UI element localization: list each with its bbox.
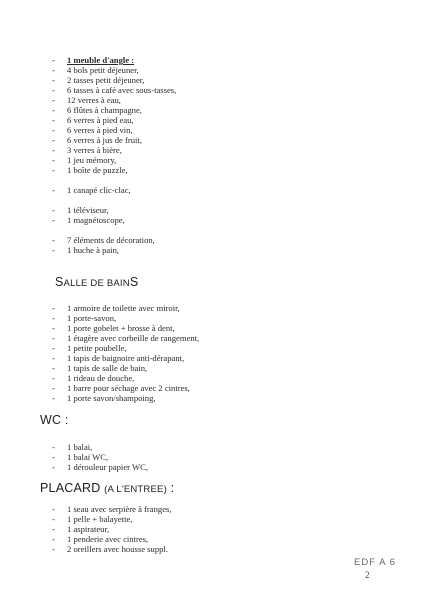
list-item: - 1 téléviseur, bbox=[52, 205, 109, 215]
section-title-meuble: 1 meuble d'angle : bbox=[67, 55, 135, 65]
list-item: - 2 oreillers avec housse suppl. bbox=[52, 544, 168, 554]
list-item: - 1 jeu mémory, bbox=[52, 155, 117, 165]
wc-list bbox=[52, 442, 148, 472]
list-item: - 1 armoire de toilette avec miroir, bbox=[52, 303, 180, 313]
living-list bbox=[52, 55, 176, 255]
list-item: - 1 balai, bbox=[52, 442, 93, 452]
bathroom-list bbox=[52, 303, 199, 403]
list-item: - 2 tasses petit déjeuner, bbox=[52, 75, 145, 85]
list-item: - 1 barre pour séchage avec 2 cintres, bbox=[52, 383, 190, 393]
list-gap bbox=[52, 225, 176, 235]
list-item: - 6 verres à pied vin, bbox=[52, 125, 133, 135]
list-item: - 4 bols petit déjeuner, bbox=[52, 65, 139, 75]
list-item: - 6 verres à jus de fruit, bbox=[52, 135, 142, 145]
list-item: - 1 porte-savon, bbox=[52, 313, 117, 323]
list-gap bbox=[52, 195, 176, 205]
list-item: - 1 meuble d'angle : bbox=[52, 55, 135, 65]
page-number: 2 bbox=[365, 570, 370, 580]
placard-list bbox=[52, 504, 172, 554]
heading-salle-de-bains: SALLE DE BAINS bbox=[55, 275, 139, 289]
list-item: - 6 verres à pied eau, bbox=[52, 115, 134, 125]
list-item: - 1 magnétoscope, bbox=[52, 215, 125, 225]
corner-note: EDF A 6 bbox=[354, 557, 396, 568]
list-item: - 1 balai WC, bbox=[52, 452, 109, 462]
list-item: - 1 penderie avec cintres, bbox=[52, 534, 149, 544]
list-item: - 3 verres à bière, bbox=[52, 145, 122, 155]
list-item: - 1 canapé clic-clac, bbox=[52, 185, 131, 195]
list-item: - 1 aspirateur, bbox=[52, 524, 110, 534]
list-item: - 6 tasses à café avec sous-tasses, bbox=[52, 85, 177, 95]
list-item: - 1 petite poubelle, bbox=[52, 343, 127, 353]
list-item: - 7 éléments de décoration, bbox=[52, 235, 155, 245]
list-item: - 1 rideau de douche, bbox=[52, 373, 135, 383]
heading-placard: PLACARD (A L'ENTREE) : bbox=[40, 481, 175, 495]
list-item: - 1 tapis de baignoire anti-dérapant, bbox=[52, 353, 185, 363]
list-item: - 1 porte savon/shampoing, bbox=[52, 393, 156, 403]
list-item: - 1 pelle + balayette, bbox=[52, 514, 133, 524]
list-item: - 1 boîte de puzzle, bbox=[52, 165, 128, 175]
list-item: - 1 dérouleur papier WC, bbox=[52, 462, 148, 472]
list-item: - 1 seau avec serpière à franges, bbox=[52, 504, 172, 514]
list-item: - 1 porte gobelet + brosse à dent, bbox=[52, 323, 175, 333]
list-item: - 6 flûtes à champagne, bbox=[52, 105, 142, 115]
heading-wc: WC : bbox=[40, 413, 69, 427]
list-item: - 1 tapis de salle de bain, bbox=[52, 363, 148, 373]
list-gap bbox=[52, 175, 176, 185]
list-item: - 1 étagère avec corbeille de rangement, bbox=[52, 333, 200, 343]
list-item: - 1 huche à pain, bbox=[52, 245, 120, 255]
list-item: - 12 verres à eau, bbox=[52, 95, 121, 105]
